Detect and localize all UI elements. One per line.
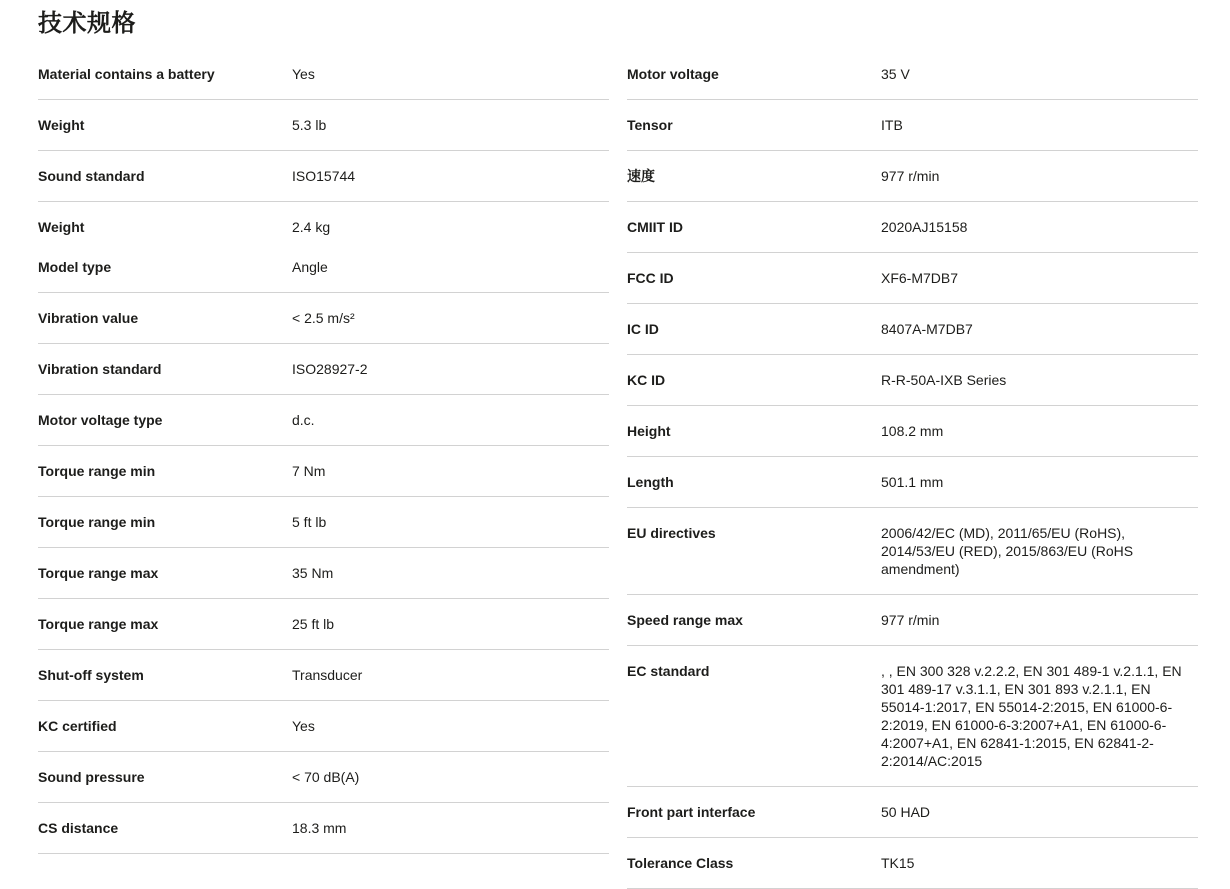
spec-row bbox=[38, 548, 609, 599]
spec-value: 25 ft lb bbox=[292, 616, 335, 632]
spec-label: Length bbox=[627, 474, 674, 490]
spec-label: Weight bbox=[38, 219, 85, 235]
spec-value: Angle bbox=[292, 259, 328, 275]
page-title: 技术规格 bbox=[38, 10, 136, 37]
spec-pair bbox=[627, 218, 1198, 236]
spec-row bbox=[38, 293, 609, 344]
spec-value: < 2.5 m/s² bbox=[292, 310, 355, 326]
spec-label: Material contains a battery bbox=[38, 66, 215, 82]
spec-value: 7 Nm bbox=[292, 463, 326, 479]
spec-label: Weight bbox=[38, 117, 85, 133]
spec-pair bbox=[627, 269, 1198, 287]
spec-value: 5.3 lb bbox=[292, 117, 327, 133]
spec-value: 2020AJ15158 bbox=[881, 219, 968, 235]
spec-value: TK15 bbox=[881, 855, 915, 871]
spec-row bbox=[38, 202, 609, 293]
spec-columns bbox=[38, 49, 1198, 889]
spec-row bbox=[627, 100, 1198, 151]
spec-value: 977 r/min bbox=[881, 168, 940, 184]
spec-pair bbox=[38, 167, 609, 185]
spec-label: FCC ID bbox=[627, 270, 674, 286]
spec-value: ISO28927-2 bbox=[292, 361, 368, 377]
spec-label: Vibration standard bbox=[38, 361, 162, 377]
spec-column-left bbox=[38, 49, 609, 889]
spec-label: CMIIT ID bbox=[627, 219, 683, 235]
spec-pair bbox=[38, 411, 609, 429]
spec-row bbox=[38, 752, 609, 803]
spec-pair bbox=[38, 768, 609, 786]
spec-row bbox=[627, 646, 1198, 787]
spec-label: Shut-off system bbox=[38, 667, 144, 683]
spec-row bbox=[627, 151, 1198, 202]
spec-value: 18.3 mm bbox=[292, 820, 347, 836]
spec-label: Tolerance Class bbox=[627, 855, 734, 871]
spec-label: Vibration value bbox=[38, 310, 139, 326]
spec-value: d.c. bbox=[292, 412, 315, 428]
spec-pair bbox=[627, 167, 1198, 185]
spec-label: Front part interface bbox=[627, 804, 756, 820]
spec-value: 108.2 mm bbox=[881, 423, 944, 439]
spec-value: ITB bbox=[881, 117, 903, 133]
spec-pair bbox=[38, 513, 609, 531]
spec-pair bbox=[627, 611, 1198, 629]
spec-pair bbox=[38, 462, 609, 480]
spec-pair bbox=[38, 65, 609, 83]
spec-value: Transducer bbox=[292, 667, 363, 683]
spec-row bbox=[38, 344, 609, 395]
spec-label: Torque range min bbox=[38, 463, 156, 479]
spec-pair bbox=[38, 717, 609, 735]
spec-pair bbox=[627, 803, 1198, 821]
spec-pair bbox=[38, 258, 609, 276]
spec-label: IC ID bbox=[627, 321, 659, 337]
spec-pair bbox=[627, 473, 1198, 491]
spec-label: Sound standard bbox=[38, 168, 145, 184]
spec-pair bbox=[38, 819, 609, 837]
spec-value: < 70 dB(A) bbox=[292, 769, 360, 785]
spec-row bbox=[38, 650, 609, 701]
spec-row bbox=[627, 406, 1198, 457]
spec-pair bbox=[627, 524, 1198, 578]
spec-row bbox=[38, 803, 609, 854]
spec-row bbox=[38, 100, 609, 151]
spec-row bbox=[627, 355, 1198, 406]
spec-pair bbox=[38, 116, 609, 134]
spec-row bbox=[627, 304, 1198, 355]
spec-pair bbox=[38, 615, 609, 633]
spec-label: Model type bbox=[38, 259, 112, 275]
spec-row bbox=[38, 395, 609, 446]
spec-pair bbox=[627, 65, 1198, 83]
spec-pair bbox=[38, 309, 609, 327]
spec-row bbox=[38, 49, 609, 100]
spec-value: 2.4 kg bbox=[292, 219, 331, 235]
spec-pair bbox=[627, 371, 1198, 389]
spec-value: ISO15744 bbox=[292, 168, 356, 184]
spec-label: Tensor bbox=[627, 117, 673, 133]
spec-value: 35 V bbox=[881, 66, 910, 82]
spec-label: EC standard bbox=[627, 663, 710, 679]
spec-value: 5 ft lb bbox=[292, 514, 327, 530]
spec-value: XF6-M7DB7 bbox=[881, 270, 959, 286]
spec-label: Sound pressure bbox=[38, 769, 145, 785]
spec-value: , , EN 300 328 v.2.2.2, EN 301 489-1 v.2.1.1, EN 301 489-17 v.3.1.1, EN 301 893 v.2.1.1, EN 55014-1:2017, EN 55014-2:2015, EN 61000-6-2:2019, EN 61000-6-3:2007+A1, EN 61000-6-4:2007+A1, EN 62841-1:2015, EN 62841-2-2:2014/AC:2015 bbox=[881, 663, 1182, 769]
spec-label: KC certified bbox=[38, 718, 117, 734]
spec-row bbox=[627, 49, 1198, 100]
spec-value: 2006/42/EC (MD), 2011/65/EU (RoHS), 2014/53/EU (RED), 2015/863/EU (RoHS amendment) bbox=[881, 525, 1134, 577]
spec-pair bbox=[627, 116, 1198, 134]
spec-label: Torque range max bbox=[38, 616, 159, 632]
spec-label: KC ID bbox=[627, 372, 666, 388]
spec-pair bbox=[627, 662, 1198, 770]
spec-value: Yes bbox=[292, 718, 315, 734]
spec-row bbox=[38, 446, 609, 497]
spec-pair bbox=[627, 422, 1198, 440]
spec-value: R-R-50A-IXB Series bbox=[881, 372, 1007, 388]
spec-label: Torque range min bbox=[38, 514, 156, 530]
spec-pair bbox=[38, 564, 609, 582]
spec-value: 8407A-M7DB7 bbox=[881, 321, 973, 337]
spec-column-right bbox=[627, 49, 1198, 889]
spec-row bbox=[38, 151, 609, 202]
spec-pair bbox=[627, 320, 1198, 338]
spec-label: Torque range max bbox=[38, 565, 159, 581]
spec-label: CS distance bbox=[38, 820, 119, 836]
spec-row bbox=[627, 457, 1198, 508]
spec-value: 35 Nm bbox=[292, 565, 334, 581]
spec-pair bbox=[627, 854, 1198, 872]
spec-pair bbox=[38, 666, 609, 684]
spec-row bbox=[38, 701, 609, 752]
spec-pair bbox=[38, 218, 609, 236]
spec-label: Height bbox=[627, 423, 671, 439]
spec-row bbox=[627, 838, 1198, 889]
spec-label: Motor voltage bbox=[627, 66, 719, 82]
spec-value: Yes bbox=[292, 66, 315, 82]
spec-row bbox=[627, 253, 1198, 304]
spec-row bbox=[38, 599, 609, 650]
spec-pair bbox=[38, 360, 609, 378]
spec-label: 速度 bbox=[627, 168, 655, 184]
spec-row bbox=[627, 595, 1198, 646]
spec-row bbox=[627, 787, 1198, 838]
spec-value: 50 HAD bbox=[881, 804, 931, 820]
spec-row bbox=[38, 497, 609, 548]
spec-value: 501.1 mm bbox=[881, 474, 944, 490]
spec-row bbox=[627, 202, 1198, 253]
spec-row bbox=[627, 508, 1198, 595]
spec-label: EU directives bbox=[627, 525, 716, 541]
spec-value: 977 r/min bbox=[881, 612, 940, 628]
spec-label: Motor voltage type bbox=[38, 412, 163, 428]
spec-label: Speed range max bbox=[627, 612, 743, 628]
